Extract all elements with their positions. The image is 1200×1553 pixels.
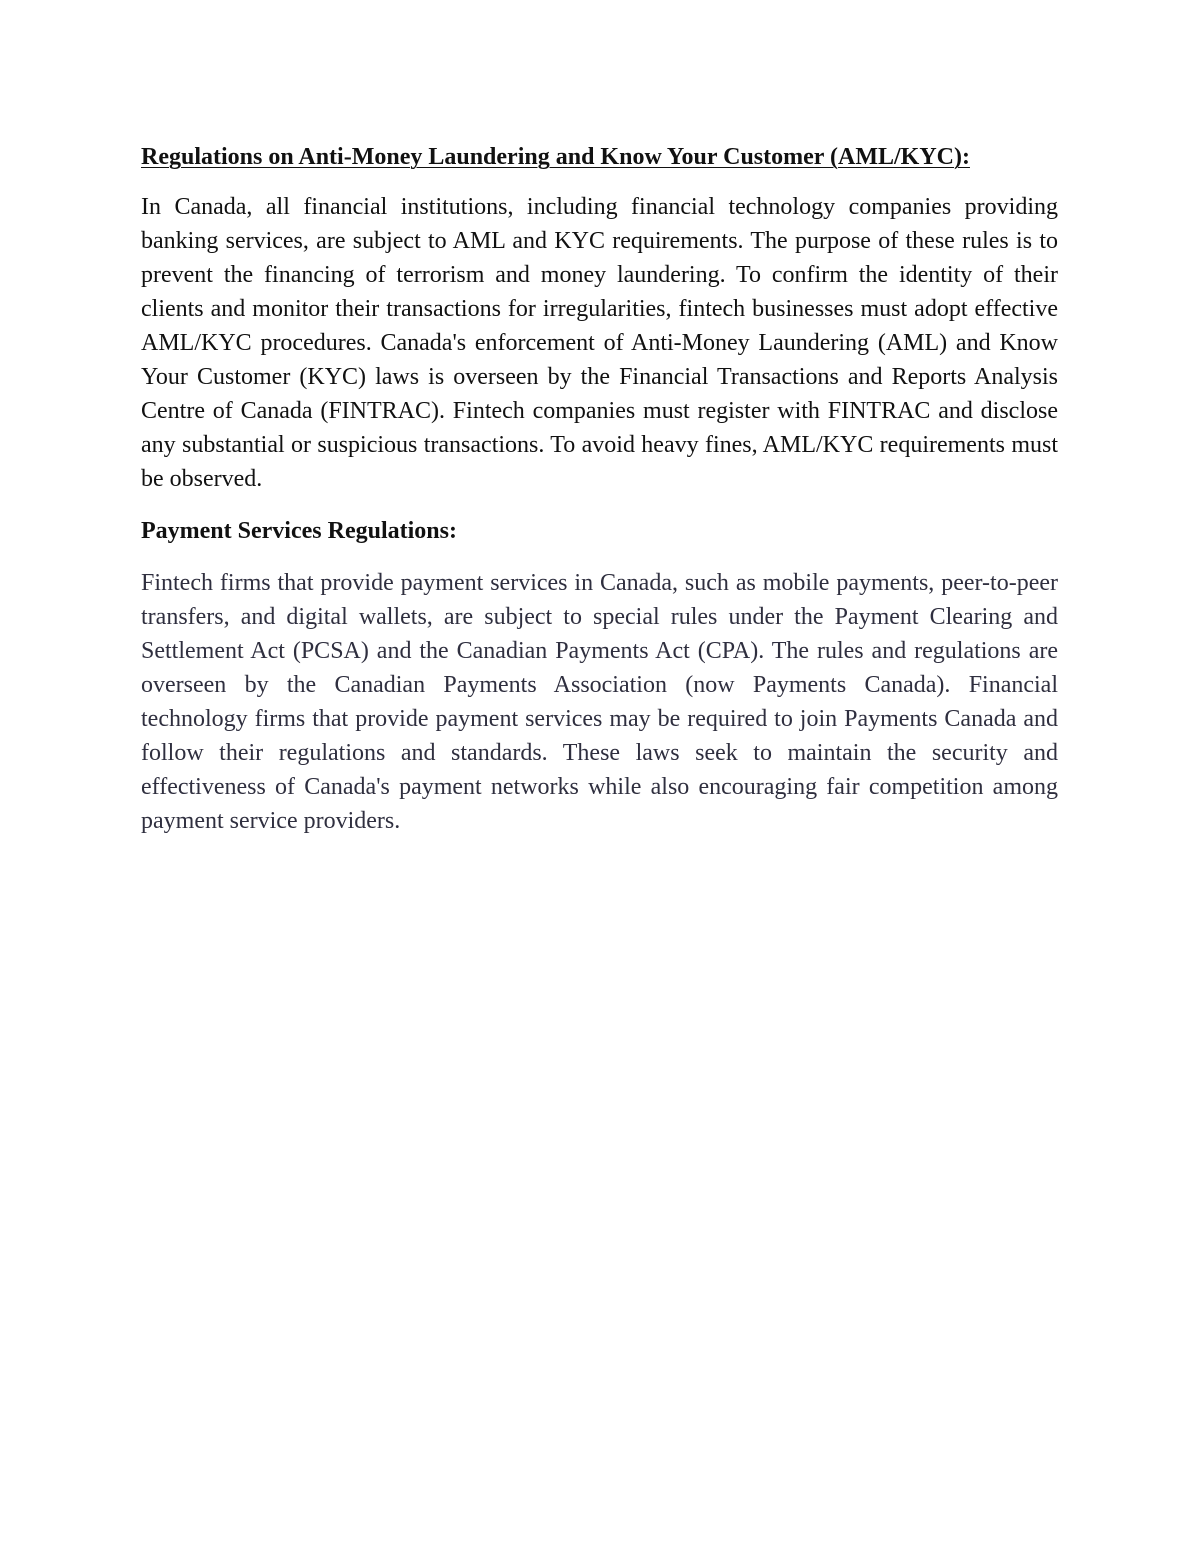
section-heading-aml-kyc: Regulations on Anti-Money Laundering and Know Your Customer (AML/KYC):: [141, 144, 970, 170]
spacer: [141, 174, 1058, 190]
section-body-payment-services: Fintech firms that provide payment services in Canada, such as mobile payments, peer-to-peer transfers, and digital wallets, are subject to special rules under the Payment Clearing and Settlement Act (PCSA) and the Canadian Payments Act (CPA). The rules and regulations are overseen by the Canadian Payments Association (now Payments Canada). Financial technology firms that provide payment services may be required to join Payments Canada and follow their regulations and standards. These laws seek to maintain the security and effectiveness of Canada's payment networks while also encouraging fair competition among payment service providers.: [141, 570, 1058, 834]
document-content: [141, 140, 1058, 838]
section-body-aml-kyc: In Canada, all financial institutions, including financial technology companies providing banking services, are subject to AML and KYC requirements. The purpose of these rules is to prevent the financing of terrorism and money laundering. To confirm the identity of their clients and monitor their transactions for irregularities, fintech businesses must adopt effective AML/KYC procedures. Canada's enforcement of Anti-Money Laundering (AML) and Know Your Customer (KYC) laws is overseen by the Financial Transactions and Reports Analysis Centre of Canada (FINTRAC). Fintech companies must register with FINTRAC and disclose any substantial or suspicious transactions. To avoid heavy fines, AML/KYC requirements must be observed.: [141, 194, 1058, 492]
section-heading-payment-services: Payment Services Regulations:: [141, 518, 457, 544]
spacer: [141, 548, 1058, 566]
spacer: [141, 496, 1058, 514]
